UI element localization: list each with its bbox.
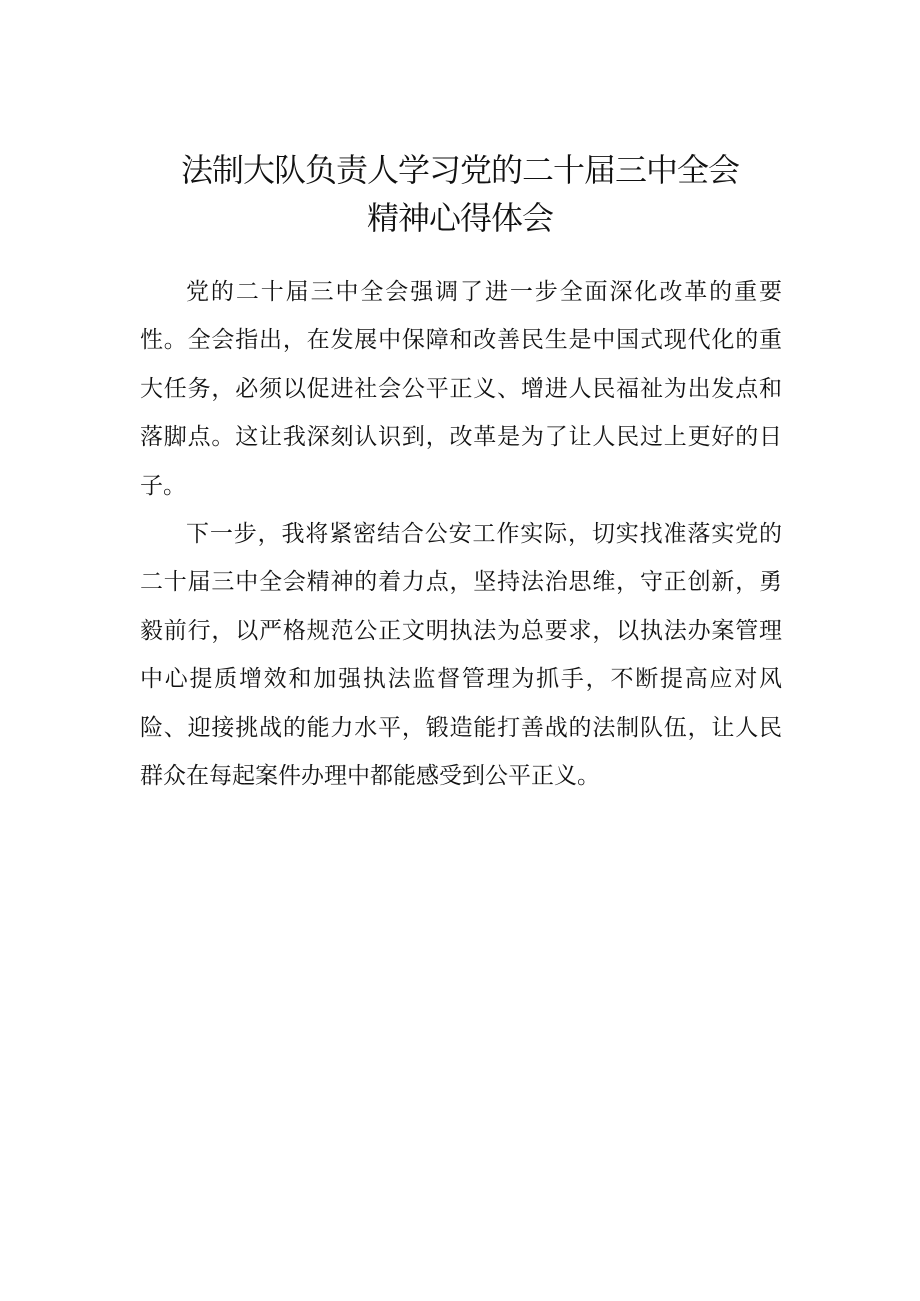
body-paragraph-2: 下一步，我将紧密结合公安工作实际，切实找准落实党的二十届三中全会精神的着力点，坚持法治思维，守正创新，勇毅前行，以严格规范公正文明执法为总要求，以执法办案管理中心提质增效和加强执法监督管理为抓手，不断提高应对风险、迎接挑战的能力水平，锻造能打善战的法制队伍，让人民群众在每起案件办理中都能感受到公平正义。 [140, 521, 782, 790]
document-title-line-1: 法制大队负责人学习党的二十届三中全会 [180, 151, 739, 189]
document-title-line-2: 精神心得体会 [366, 199, 553, 237]
document-body [140, 268, 782, 800]
body-paragraph-1: 党的二十届三中全会强调了进一步全面深化改革的重要性。全会指出，在发展中保障和改善民生是中国式现代化的重大任务，必须以促进社会公平正义、增进人民福祉为出发点和落脚点。这让我深刻认识到，改革是为了让人民过上更好的日子。 [140, 279, 782, 499]
document-title [140, 146, 780, 242]
